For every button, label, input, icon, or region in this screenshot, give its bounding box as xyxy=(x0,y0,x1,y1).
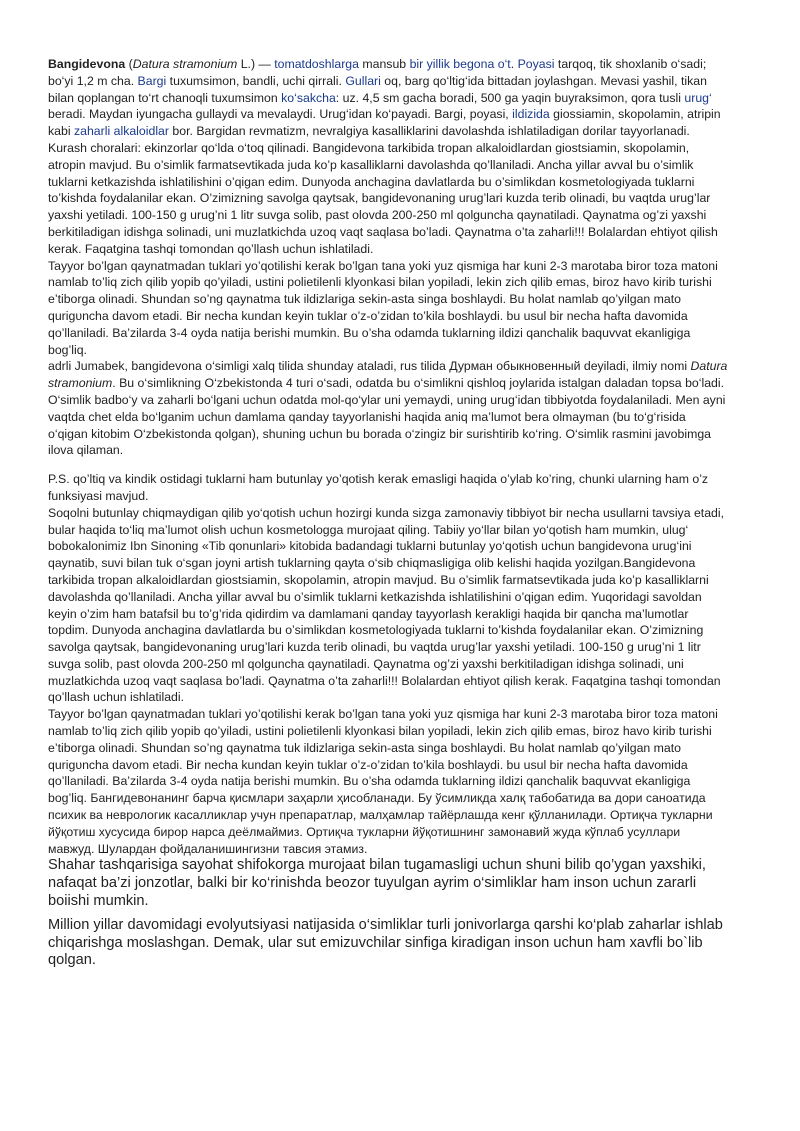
latin-name: Datura stramonium xyxy=(132,57,238,71)
paragraph-tayyor-2: Tayyor bo’lgan qaynatmadan tuklari yo’qotilishi kerak bo’lgan tana yoki yuz qismiga har kuni 2-3 marotaba biror toza matoni namlab to’liq zich qilib yopib qo’yiladi, ustini polietilenli klyonkasi bilan yopiladi, lekin zich qilib emas, biroz havo kirib turishi e’tiborga olinadi. Shundan so’ng qaynatma tuk ildizlariga sekin-asta singa boshlaydi. Bu holat namlab qo’yilgan mato qurigᴜncha davom etadi. Bir necha kundan keyin tuklar o’z-o’zidan to’kila boshlaydi. bu usul bir necha hafta davomida qo’llaniladi. Ba’zilarda 3-4 oyda natija berishi mumkin. Bu o’sha odamda tuklarning ildizi qanchalik baquvvat ekanligiga bog’liq. Бангидевонанинг барча қисмлари заҳарли ҳисобланади. Бу ўсимликда халқ табобатида ва дори саноатида психик ва неврологик касалликлар учун препаратлар, малҳамлар тайёрлашда кенг қўлланилади. Ортиқча тукларни йўқотиш хусусида бирор нарса деёлмаймиз. Ортиқча тукларни йўқотишнинг замонавий жуда кўплаб усуллари мавжуд. Шулардан фойдаланишингизни тавсия этамиз. xyxy=(48,707,718,856)
text-run: . xyxy=(510,57,518,71)
paragraph-tayyor-1: Tayyor bo’lgan qaynatmadan tuklari yo’qotilishi kerak bo’lgan tana yoki yuz qismiga har kuni 2-3 marotaba biror toza matoni namlab to’liq zich qilib yopib qo’yiladi, ustini polietilenli klyonkasi bilan yopiladi, lekin zich qilib emas, biroz havo kirib turishi e’tiborga olinadi. Shundan so’ng qaynatma tuk ildizlariga sekin-asta singa boshlaydi. Bu holat namlab qo’yilgan mato qurigᴜncha davom etadi. Bir necha kundan keyin tuklar o’z-o’zidan to’kila boshlaydi. bu usul bir necha hafta davomida qo’llaniladi. Ba’zilarda 3-4 oyda natija berishi mumkin. Bu o’sha odamda tuklarning ildizi qanchalik baquvvat ekanligiga bog’liq. xyxy=(48,258,718,357)
link-bargi[interactable]: Bargi xyxy=(137,73,167,88)
text-run: beradi. Maydan iyungacha gullaydi va mevalaydi. Urug‘idan ko‘payadi. Bargi, poyasi, xyxy=(48,107,513,122)
paragraph-ps: P.S. qo’ltiq va kindik ostidagi tuklarni ham butunlay yo’qotish kerak emasligi haqida o’ylab ko’ring, chunki ularning ham o’z funksiyasi mavjud. xyxy=(48,472,709,503)
text-run: : uz. 4,5 sm gacha boradi, 500 ga yaqin buyraksimon, qora tusli xyxy=(335,90,685,105)
link-gullari[interactable]: Gullari xyxy=(345,73,381,88)
text-run: oq, barg qo‘ltig‘ida bittadan joylashgan. Mevasi yashil, tikan bilan qoplangan to‘rt chanoqli tuxumsimon xyxy=(48,73,707,105)
link-urug[interactable]: urug‘ xyxy=(684,90,712,105)
link-ildizida[interactable]: ildizida xyxy=(512,107,550,122)
link-tomatdoshlarga[interactable]: tomatdoshlarga xyxy=(274,57,359,71)
text-run: giossiamin, skopolamin, atripin kabi xyxy=(48,107,721,139)
link-zaharli-alkaloidlar[interactable]: zaharli alkaloidlar xyxy=(73,124,169,139)
paragraph-shahar: Shahar tashqarisiga sayohat shifokorga murojaat bilan tugamasligi uchun shuni bilib qo’ygan yaxshiki, nafaqat ba’zi jonzotlar, balki bir ko‘rinishda beozor tuyulgan ayrim o‘simliklar ham inson uchun zararli boiishi mumkin. xyxy=(48,857,706,910)
article-title: Bangidevona xyxy=(48,57,126,71)
text-run: tuxumsimon, bandli, uchi qirrali. xyxy=(166,73,346,88)
link-bir-yillik-begona-ot[interactable]: bir yillik begona o‘t xyxy=(409,57,511,71)
latin-name: Datura stramonium xyxy=(48,359,728,391)
text-run: bor. Bargidan revmatizm, nevralgiya kasalliklarini davolashda ishlatiladigan dorilar tayyorlanadi. Kurash choralari: ekinzorlar qo‘lda o‘toq qilinadi. Bangidevona tarkibida tropan alkaloidlardan giostsiamin, skopolamin, atropin mavjud. Bu o’simlik farmatsevtikada juda ko’p kasalliklarni davolashda qo’llaniladi. Ancha yillar avval bu o’simlik tuklarni ketkazishda ishlatilishini o’qigan edim. Dunyoda anchagina davlatlarda bu o’simlikdan kosmetologiyada tuklarni to’kishda foydalanilar ekan. O’zimizning savolga qaytsak, bangidevonaning urug’lari kuzda terib olinadi, bu vaqtda urug’lar yaxshi yetiladi. 100-150 g urug’ni 1 litr suvga solib, past olovda 200-250 ml qolguncha qaynatiladi. Qaynatma og’zi yaxshi berkitiladigan idishga solinadi, uni muzlatkichda uzoq vaqt saqlasa bo’ladi. Qaynatma o’ta zaharli!!! Bolalardan ehtiyot qilish kerak. Faqatgina tashqi tomondan qo’llash uchun ishlatiladi. xyxy=(48,124,718,256)
paragraph-adrli xyxy=(48,358,728,459)
text-run: ( xyxy=(125,57,133,71)
paragraph-gap xyxy=(48,459,728,471)
text-run: adrli Jumabek, bangidevona o‘simligi xalq tilida shunday ataladi, rus tilida Дурман обыкновенный deyiladi, ilmiy nomi xyxy=(48,359,691,374)
link-poyasi[interactable]: Poyasi xyxy=(517,57,555,71)
link-kosakcha[interactable]: ko‘sakcha xyxy=(281,90,336,105)
text-run: . Bu o‘simlikning O‘zbekistonda 4 turi o‘sadi, odatda bu o‘simlikni qishloq joylarida istalgan daladan topsa bo‘ladi. O‘simlik badbo‘y va zaharli bo‘lgani uchun odatda mol-qo‘ylar uni yemaydi, uning urug‘idan tibbiyotda foydalaniladi. Men ayni vaqtda chet elda bo‘lganim uchun damlama qanday tayyorlanishi haqida aniq ma’lumot bera olmayman (bu to‘g‘risida o‘qigan kitobim O‘zbekistonda qolgan), shuning uchun bu borada o‘zingiz bir surishtirib ko‘ring. O‘simlik rasmini javobimga ilova qilaman. xyxy=(48,376,726,458)
text-run: mansub xyxy=(358,57,410,71)
paragraph-soqol: Soqolni butunlay chiqmaydigan qilib yo‘qotish uchun hozirgi kunda sizga zamonaviy tibbiyot bir necha usullarni tavsiya etadi, bular haqida to‘liq ma’lumot olish uchun kosmetologga murojaat qiling. Tabiiy yo‘llar bilan yo‘qotish ham mumkin, ulug‘ bobokalonimiz Ibn Sinoning «Tib qonunlari» kitobida badandagi tuklarni butunlay yo‘qotish uchun bangidevona urug‘ini qaynatib, suvi bilan tuk o‘sgan joyni artish tuklarning qayta o‘sib chiqmasligiga olib kelishi haqida yozilgan.Bangidevona tarkibida tropan alkaloidlardan giostsiamin, skopolamin, atropin mavjud. Bu o’simlik farmatsevtikada juda ko’p kasalliklarni davolashda qo’llaniladi. Ancha yillar avval bu o’simlik tuklarni ketkazishda ishlatilishini o’qigan edim. Yuqoridagi savoldan keyin o’zim ham batafsil bu to’g’rida qidirdim va damlamani qanday tayyorlash kerakligi haqida bir qancha ma’lumotlar topdim. Dunyoda anchagina davlatlarda bu o’simlikdan kosmetologiyada tuklarni to’kishda foydalanilar ekan. O’zimizning savolga qaytsak, bangidevonaning urug’lari kuzda terib olinadi, bu vaqtda urug’lar yaxshi yetiladi. 100-150 g urug’ni 1 litr suvga solib, past olovda 200-250 ml qolguncha qaynatiladi. Qaynatma og’zi yaxshi berkitiladigan idishga solinadi, uni muzlatkichda uzoq vaqt saqlasa bo’ladi. Qaynatma o’ta zaharli!!! Bolalardan ehtiyot qilish kerak. Faqatgina tashqi tomondan qo’llash uchun ishlatiladi. xyxy=(48,505,725,705)
text-run: tarqoq, tik shoxlanib o‘sadi; bo‘yi 1,2 m cha. xyxy=(48,57,707,88)
text-run: L.) — xyxy=(237,57,275,71)
paragraph-million: Million yillar davomidagi evolyutsiyasi natijasida o‘simliklar turli jonivorlarga qarshi ko‘plab zaharlar ishlab chiqarishga moslashgan. Demak, ular sut emizuvchilar sinfiga kiradigan inson uchun ham xavfli bo`lib qolgan. xyxy=(48,916,723,969)
intro-paragraph xyxy=(48,56,728,258)
